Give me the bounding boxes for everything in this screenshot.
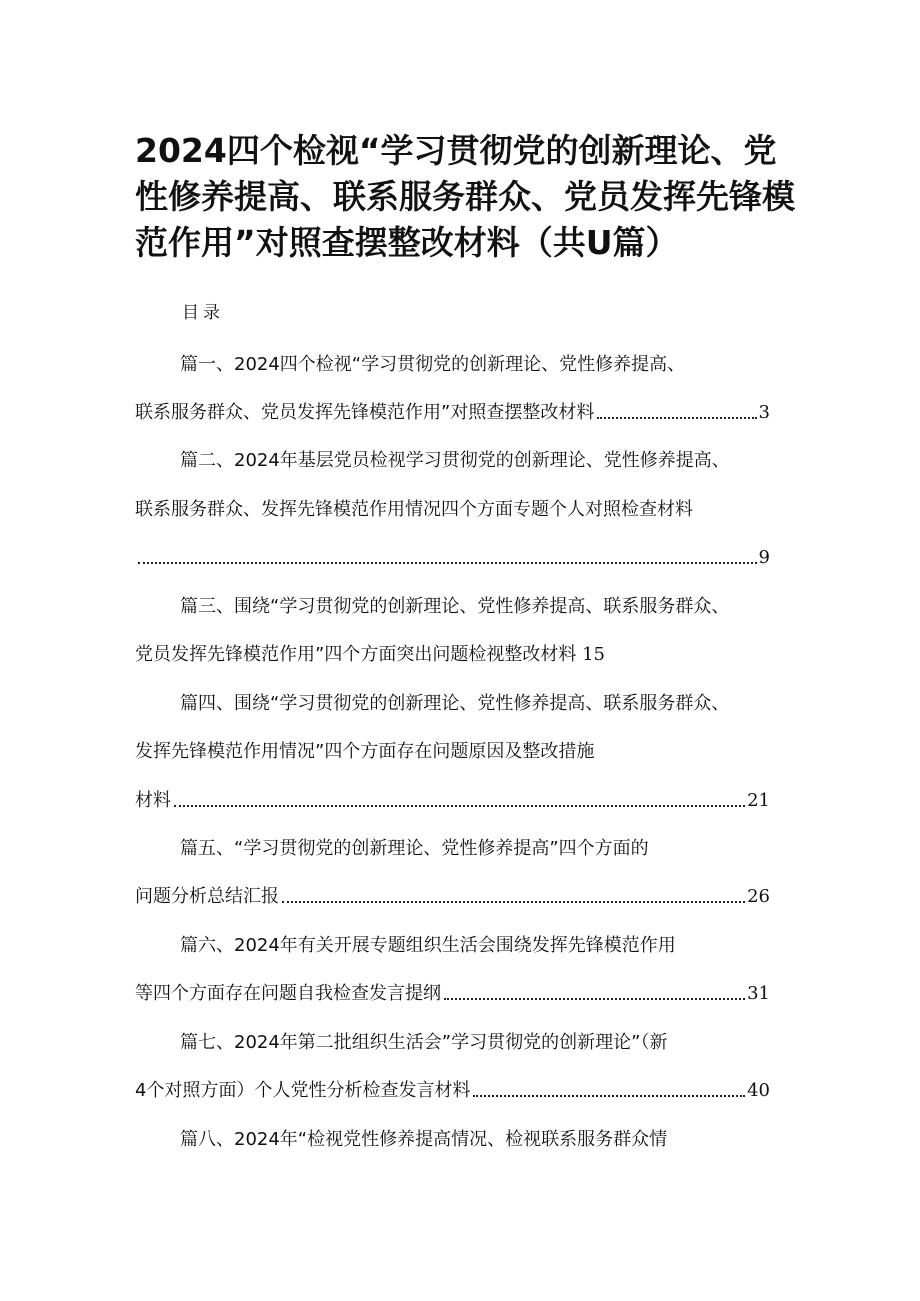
page-number: 26 <box>747 886 770 907</box>
page-number: 15 <box>582 644 605 665</box>
toc-entry-3-line-2 <box>135 642 605 668</box>
toc-entry-4-line-2: 发挥先锋模范作用情况”四个方面存在问题原因及整改措施 <box>135 741 595 762</box>
page-number: 3 <box>758 402 770 423</box>
dot-leader <box>444 998 745 1000</box>
toc-entry-7-line-2 <box>135 1078 770 1104</box>
page-number: 40 <box>747 1080 770 1101</box>
toc-entry-2-line-2: 联系服务群众、发挥先锋模范作用情况四个方面专题个人对照检查材料 <box>135 499 693 520</box>
toc-entry-text: 党员发挥先锋模范作用”四个方面突出问题检视整改材料 <box>135 644 577 665</box>
toc-entry-5-line-1: 篇五、“学习贯彻党的创新理论、党性修养提高”四个方面的 <box>180 838 649 859</box>
toc-entry-5-line-2 <box>135 884 770 910</box>
document-title: 2024四个检视“学习贯彻党的创新理论、党性修养提高、联系服务群众、党员发挥先锋模范作用”对照查摆整改材料（共U篇） <box>135 131 795 262</box>
page-number: 31 <box>747 983 770 1004</box>
page-number: 9 <box>758 547 770 568</box>
dot-leader <box>174 805 745 807</box>
toc-entry-text: 问题分析总结汇报 <box>135 886 279 907</box>
toc-entry-7-line-1: 篇七、2024年第二批组织生活会”学习贯彻党的创新理论”（新 <box>180 1032 668 1053</box>
toc-entry-6-line-1: 篇六、2024年有关开展专题组织生活会围绕发挥先锋模范作用 <box>180 935 676 956</box>
dot-leader <box>138 562 757 564</box>
toc-entry-text: 4个对照方面）个人党性分析检查发言材料 <box>135 1080 471 1101</box>
toc-entry-6-line-2 <box>135 981 770 1007</box>
toc-entry-1-line-1: 篇一、2024四个检视“学习贯彻党的创新理论、党性修养提高、 <box>180 354 686 375</box>
toc-entry-text: 等四个方面存在问题自我检查发言提纲 <box>135 983 441 1004</box>
toc-heading: 目录 <box>182 303 224 323</box>
toc-entry-1-line-2 <box>135 400 770 426</box>
dot-leader <box>473 1095 745 1097</box>
page-number: 21 <box>747 790 770 811</box>
toc-entry-8-line-1: 篇八、2024年“检视党性修养提高情况、检视联系服务群众情 <box>180 1129 668 1150</box>
toc-entry-2-line-1: 篇二、2024年基层党员检视学习贯彻党的创新理论、党性修养提高、 <box>180 450 730 471</box>
toc-entry-text: 材料 <box>135 790 171 811</box>
dot-leader <box>597 417 756 419</box>
dot-leader <box>282 901 745 903</box>
toc-entry-3-line-1: 篇三、围绕“学习贯彻党的创新理论、党性修养提高、联系服务群众、 <box>180 596 730 617</box>
toc-entry-4-line-1: 篇四、围绕“学习贯彻党的创新理论、党性修养提高、联系服务群众、 <box>180 693 730 714</box>
toc-entry-2-line-3 <box>135 545 770 571</box>
toc-entry-4-line-3 <box>135 788 770 814</box>
toc-entry-text: 联系服务群众、党员发挥先锋模范作用”对照查摆整改材料 <box>135 402 595 423</box>
